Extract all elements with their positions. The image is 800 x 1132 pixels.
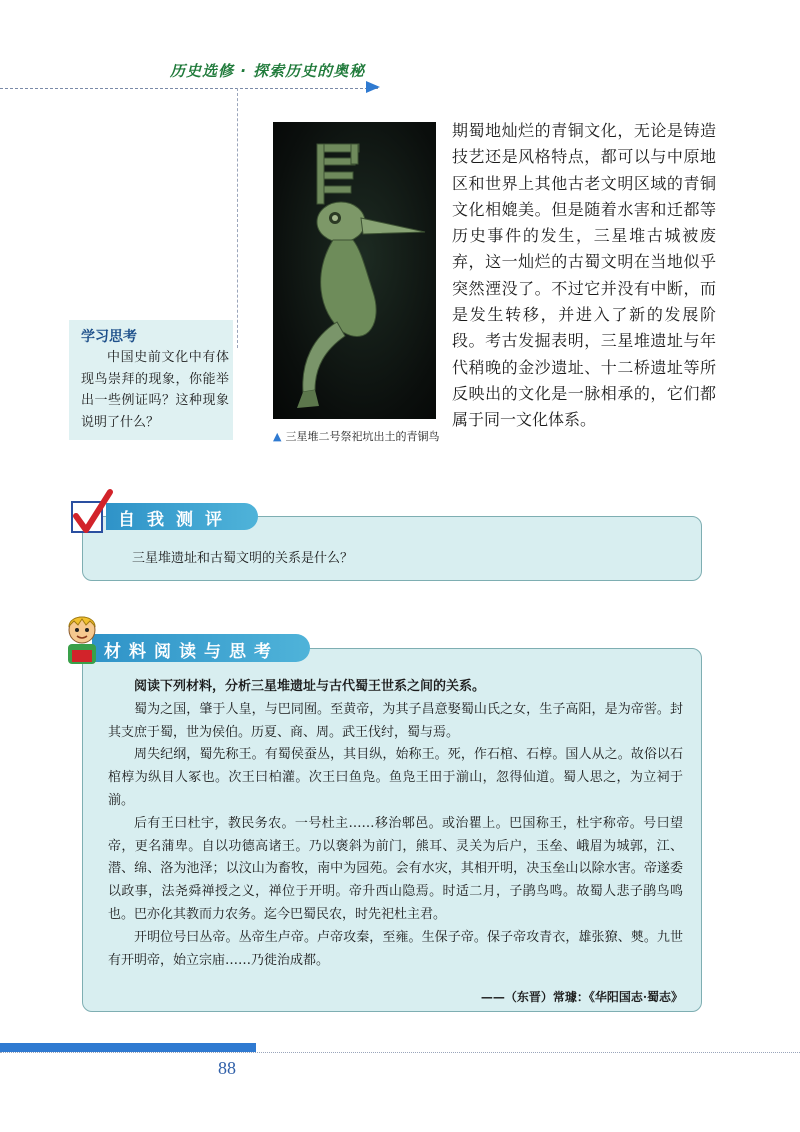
caption-text: 三星堆二号祭祀坑出土的青铜鸟: [285, 430, 440, 443]
photo-caption: [273, 428, 439, 444]
arrow-right-icon: [366, 81, 380, 93]
footer-divider: [0, 1052, 800, 1053]
material-paragraph: 蜀为之国，肇于人皇，与巴同囿。至黄帝，为其子昌意娶蜀山氏之女，生子高阳，是为帝喾。封其支庶于蜀，世为侯伯。历夏、商、周。武王伐纣，蜀与焉。: [108, 701, 683, 740]
material-paragraph: 开明位号曰丛帝。丛帝生卢帝。卢帝攻秦，至雍。生保子帝。保子帝攻青衣，雄张獠、僰。九世有开明帝，始立宗庙……乃徙治成都。: [108, 929, 683, 968]
material-paragraph: 后有王曰杜宇，教民务农。一号杜主……移治郫邑。或治瞿上。巴国称王，杜宇称帝。号曰望帝，更名蒲卑。自以功德高诸王。乃以褒斜为前门，熊耳、灵关为后户，玉垒、峨眉为城郭，江、潜、绵、洛为池泽；以汶山为畜牧，南中为园苑。会有水灾，其相开明，决玉垒山以除水害。帝遂委以政事，法尧舜禅授之义，禅位于开明。帝升西山隐焉。时适二月，子鹃鸟鸣。故蜀人悲子鹃鸟鸣也。巴亦化其教而力农务。迄今巴蜀民农，时先祀杜主君。: [108, 815, 683, 922]
footer-bar: [0, 1043, 256, 1052]
material-text: [108, 676, 683, 1004]
bronze-bird-photo: [273, 122, 436, 419]
material-source: ——（东晋）常璩：《华阳国志·蜀志》: [480, 990, 683, 1004]
material-paragraph: 周失纪纲，蜀先称王。有蜀侯蚕丛，其目纵，始称王。死，作石棺、石椁。国人从之。故俗以石棺椁为纵目人冢也。次王曰柏灌。次王曰鱼凫。鱼凫王田于湔山，忽得仙道。蜀人思之，为立祠于湔。: [108, 747, 683, 808]
triangle-up-icon: ▲: [273, 430, 282, 443]
margin-divider: [237, 88, 238, 348]
checkmark-icon: [66, 488, 118, 540]
material-title: 材料阅读与思考: [104, 642, 279, 662]
body-paragraph: 期蜀地灿烂的青铜文化，无论是铸造技艺还是风格特点，都可以与中原地区和世界上其他古老文明区域的青铜文化相媲美。但是随着水害和迁都等历史事件的发生，三星堆古城被废弃，这一灿烂的古蜀文明在当地似乎突然湮没了。不过它并没有中断，而是发生转移，并进入了新的发展阶段。考古发掘表明，三星堆遗址与年代稍晚的金沙遗址、十二桥遗址等所反映出的文化是一脉相承的，它们都属于同一文化体系。: [452, 121, 716, 430]
self-eval-title: 自我测评: [118, 510, 234, 530]
material-intro: 阅读下列材料，分析三星堆遗址与古代蜀王世系之间的关系。: [134, 679, 486, 694]
reading-boy-icon: [60, 612, 104, 670]
bronze-bird-icon: [273, 122, 436, 419]
study-title: 学习思考: [81, 329, 137, 345]
header-divider: [0, 88, 378, 89]
study-question: 中国史前文化中有体现鸟崇拜的现象，你能举出一些例证吗？这种现象说明了什么？: [81, 350, 229, 430]
self-eval-question: 三星堆遗址和古蜀文明的关系是什么？: [132, 551, 354, 566]
header-title: 历史选修 · 探索历史的奥秘: [170, 62, 366, 80]
page-number: 88: [218, 1058, 236, 1078]
